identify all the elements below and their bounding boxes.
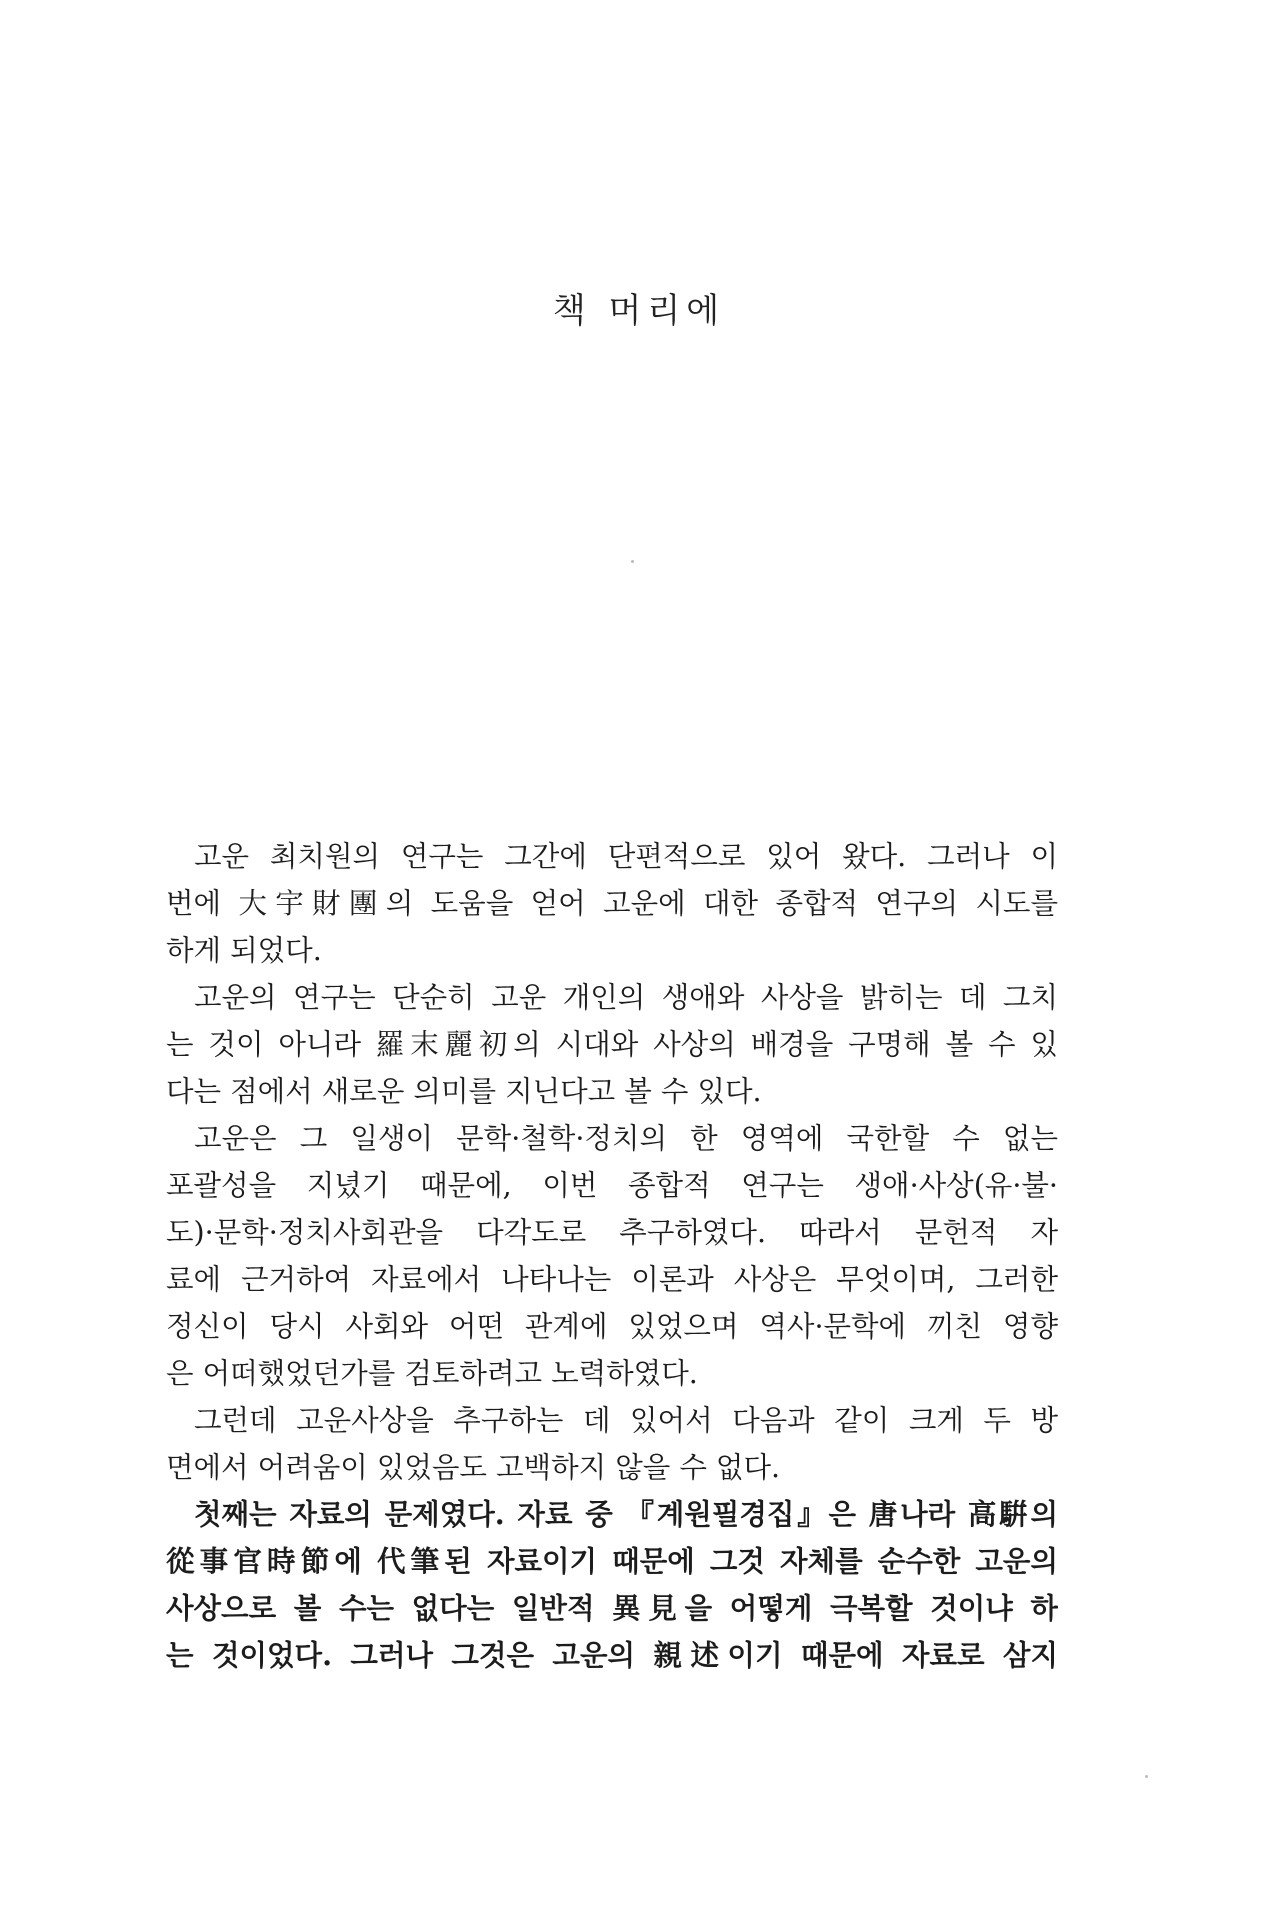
text-line: 료에 근거하여 자료에서 나타나는 이론과 사상은 무엇이며, 그러한 — [166, 1263, 1058, 1296]
text-line: 포괄성을 지녔기 때문에, 이번 종합적 연구는 생애·사상(유·불· — [166, 1169, 1058, 1202]
body-text — [166, 833, 1058, 1679]
scan-speck — [1145, 1775, 1148, 1778]
text-line: 從事官時節에 代筆된 자료이기 때문에 그것 자체를 순수한 고운의 — [166, 1544, 1058, 1578]
text-line: 고운의 연구는 단순히 고운 개인의 생애와 사상을 밝히는 데 그치 — [194, 981, 1058, 1014]
page-heading: 책 머리에 — [552, 291, 726, 331]
text-line: 면에서 어려움이 있었음도 고백하지 않을 수 없다. — [166, 1451, 781, 1484]
text-line: 는 것이었다. 그러나 그것은 고운의 親述이기 때문에 자료로 삼지 — [166, 1638, 1058, 1672]
text-line: 도)·문학·정치사회관을 다각도로 추구하였다. 따라서 문헌적 자 — [166, 1216, 1058, 1249]
scan-speck — [631, 560, 634, 563]
text-line: 번에 大宇財團의 도움을 얻어 고운에 대한 종합적 연구의 시도를 — [166, 887, 1058, 920]
text-line: 첫째는 자료의 문제였다. 자료 중 『계원필경집』은 唐나라 高騈의 — [194, 1497, 1058, 1531]
text-line: 하게 되었다. — [166, 934, 322, 967]
text-line: 다는 점에서 새로운 의미를 지닌다고 볼 수 있다. — [166, 1075, 762, 1108]
text-line: 은 어떠했었던가를 검토하려고 노력하였다. — [166, 1357, 698, 1390]
text-line: 그런데 고운사상을 추구하는 데 있어서 다음과 같이 크게 두 방 — [194, 1404, 1058, 1437]
text-line: 정신이 당시 사회와 어떤 관계에 있었으며 역사·문학에 끼친 영향 — [166, 1310, 1058, 1343]
text-line: 고운은 그 일생이 문학·철학·정치의 한 영역에 국한할 수 없는 — [194, 1122, 1058, 1155]
text-line: 사상으로 볼 수는 없다는 일반적 異見을 어떻게 극복할 것이냐 하 — [166, 1591, 1058, 1625]
text-line: 고운 최치원의 연구는 그간에 단편적으로 있어 왔다. 그러나 이 — [194, 840, 1058, 873]
text-line: 는 것이 아니라 羅末麗初의 시대와 사상의 배경을 구명해 볼 수 있 — [166, 1028, 1058, 1061]
